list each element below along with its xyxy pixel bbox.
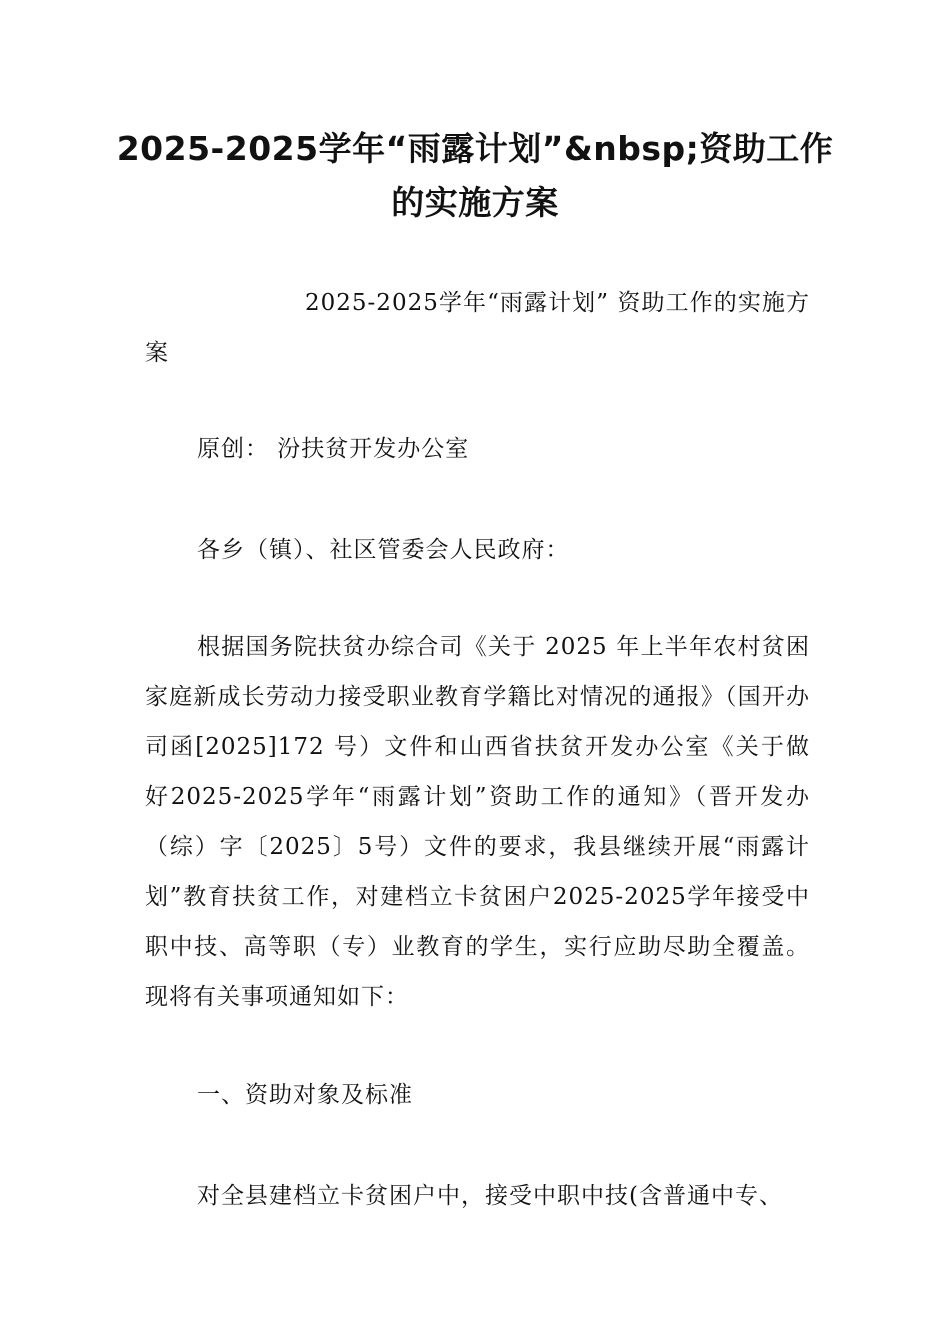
document-title: 2025-2025学年“雨露计划”&nbsp;资助工作的实施方案: [116, 129, 834, 222]
last-paragraph: 对全县建档立卡贫困户中，接受中职中技(含普通中专、: [197, 1183, 783, 1209]
body-paragraph: 根据国务院扶贫办综合司《关于 2025 年上半年农村贫困家庭新成长劳动力接受职业教育学籍比对情况的通报》（国开办司函[2025]172 号）文件和山西省扶贫开发办公室《关于做好2025-2025学年“雨露计划”资助工作的通知》（晋开发办（综）字〔2025〕5号）文件的要求，我县继续开展“雨露计划”教育扶贫工作，对建档立卡贫困户2025-2025学年接受中职中技、高等职（专）业教育的学生，实行应助尽助全覆盖。现将有关事项通知如下：: [145, 634, 810, 1010]
salutation: 各乡（镇）、社区管委会人民政府：: [197, 537, 570, 563]
section-heading: 一、资助对象及标准: [197, 1082, 413, 1108]
subtitle-paragraph: 2025-2025学年“雨露计划” 资助工作的实施方案: [145, 290, 810, 366]
source-line: 原创： 汾扶贫开发办公室: [197, 436, 470, 462]
